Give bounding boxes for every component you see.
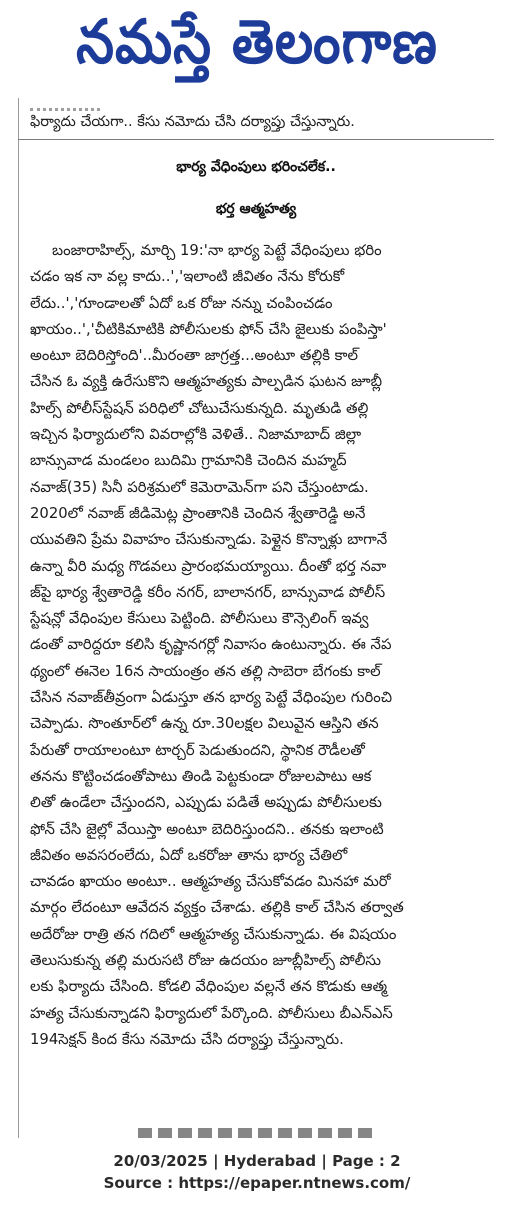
previous-story-last-line: ఫిర్యాదు చేయగా.. కేసు నమోదు చేసి దర్యాప్తు చేస్తున్నారు. [30,114,355,130]
article-line: చేసిన నవాజ్‌తీవ్రంగా ఏడుస్తూ తన భార్య పెట్టే వేధింపుల గురించి [30,689,393,707]
article-line: థ్యంలో ఈనెల 16న సాయంత్రం తన తల్లి సాబెరా బేగంకు కాల్ [30,662,381,680]
headline-line-1: భార్య వేధింపులు భరించలేక.. [176,159,336,175]
article-line: చడం ఇక నా వల్ల కాదు..','ఇలాంటి జీవితం నేను కోరుకో [30,268,345,286]
article-line: తనను కొట్టించడంతోపాటు తిండి పెట్టకుండా రోజులపాటు ఆక [30,767,372,785]
article-line: డంతో వారిద్దరూ కలిసి కృష్ణానగర్లో నివాసం ఉంటున్నారు. ఈ నేప [30,636,392,654]
article-line: ఖాయం..','చీటికిమాటికి పోలీసులకు ఫోన్ చేసి జైలుకు పంపిస్తా' [30,320,387,338]
article-line: లితో ఉండేలా చేస్తుందని, ఎప్పుడు పడితే అప్పుడు పోలీసులకు [30,794,382,812]
article-clipping [18,98,494,1138]
article-line: మార్గం లేదంటూ ఆవేదన వ్యక్తం చేశాడు. తల్లికి కాల్ చేసిన తర్వాత [30,899,404,917]
masthead-title: నమస్తే తెలంగాణ [76,5,438,77]
article-line: జ్‌పై భార్య శ్వేతారెడ్డి కరీం నగర్, బాలానగర్, బాన్సువాడ పోలీస్ [30,583,386,601]
cut-off-text-fragment [30,98,100,111]
date-edition-page: 20/03/2025 | Hyderabad | Page : 2 [113,1152,401,1170]
article-line: జీవితం అవసరంలేదు, ఏదో ఒకరోజు తాను భార్య చేతిలో [30,846,348,864]
article-line: యువతిని ప్రేమ వివాహం చేసుకున్నాడు. పెళ్లైన కొన్నాళ్లు బాగానే [30,531,388,549]
article-line: బాన్సువాడ మండలం బుదిమి గ్రామానికి చెందిన మహ్మద్ [30,452,347,470]
article-line: ఉన్నా వీరి మధ్య గొడవలు ప్రారంభమయ్యాయి. దీంతో భర్త నవా [30,557,387,575]
article-line: చావడం ఖాయం అంటూ.. ఆత్మహత్య చేసుకోవడం మినహా మరో [30,873,391,891]
article-line: తెలుసుకున్న తల్లి మరుసటి రోజు ఉదయం జూబ్లీహిల్స్ పోలీసు [30,952,381,970]
article-line: స్టేషన్లో వేధింపుల కేసులు పెట్టింది. పోలీసులు కౌన్సెలింగ్ ఇవ్వ [30,610,369,628]
article-body [30,238,486,1053]
article-line: హిల్స్ పోలీస్‌స్టేషన్ పరిధిలో చోటుచేసుకున్నది. మృతుడి తల్లి [30,399,369,417]
article-line: బంజారాహిల్స్, మార్చి 19:'నా భార్య పెట్టే వేధింపులు భరిం [52,242,382,259]
article-line: హత్య చేసుకున్నాడని ఫిర్యాదులో పేర్కొంది. పోలీసులు బీఎన్ఎస్ [30,1004,393,1022]
article-line: నవాజ్(35) సినీ పరిశ్రమలో కెమెరామెన్‌గా పని చేస్తుంటాడు. [30,478,369,496]
headline-line-2: భర్త ఆత్మహత్య [215,201,297,217]
article-line: ఫోన్ చేసి జైల్లో వేయిస్తా అంటూ బెదిరిస్తుందని.. తనకు ఇలాంటి [30,820,384,838]
article-line: ఇచ్చిన ఫిర్యాదులోని వివరాల్లోకి వెళితే.. నిజామాబాద్ జిల్లా [30,426,362,444]
article-line: చెప్పాడు. సొంతూర్‌లో ఉన్న రూ.30లక్షల విలువైన ఆస్తిని తన [30,715,379,733]
article-line: అదేరోజు రాత్రి తన గదిలో ఆత్మహత్య చేసుకున్నాడు. ఈ విషయం [30,925,397,943]
article-line: లకు ఫిర్యాదు చేసింది. కోడలి వేధింపుల వల్లనే తన కొడుకు ఆత్మ [30,978,388,996]
article-line: 2020లో నవాజ్ జీడిమెట్ల ప్రాంతానికి చెందిన శ్వేతారెడ్డి అనే [30,504,366,522]
article-line: లేదు..','గూండాలతో ఏదో ఒక రోజు నన్ను చంపించడం [30,294,333,312]
next-story-fragment [138,1128,378,1138]
article-line: పేరుతో రాయాలంటూ టార్చర్ పెడుతుందని, స్థానిక రౌడీలతో [30,741,365,759]
story-separator [18,139,494,140]
article-line: 194సెక్షన్ కింద కేసు నమోదు చేసి దర్యాప్తు చేస్తున్నారు. [30,1030,344,1048]
newspaper-masthead [0,0,514,98]
source-url: Source : https://epaper.ntnews.com/ [103,1174,411,1192]
article-line: అంటూ బెదిరిస్తోంది'..మీరంతా జాగ్రత్త...అంటూ తల్లికి కాల్ [30,347,358,365]
article-line: చేసిన ఓ వ్యక్తి ఉరేసుకొని ఆత్మహత్యకు పాల్పడిన ఘటన జూబ్లీ [30,373,383,391]
article-headline [18,146,494,230]
source-footer [0,1150,514,1194]
